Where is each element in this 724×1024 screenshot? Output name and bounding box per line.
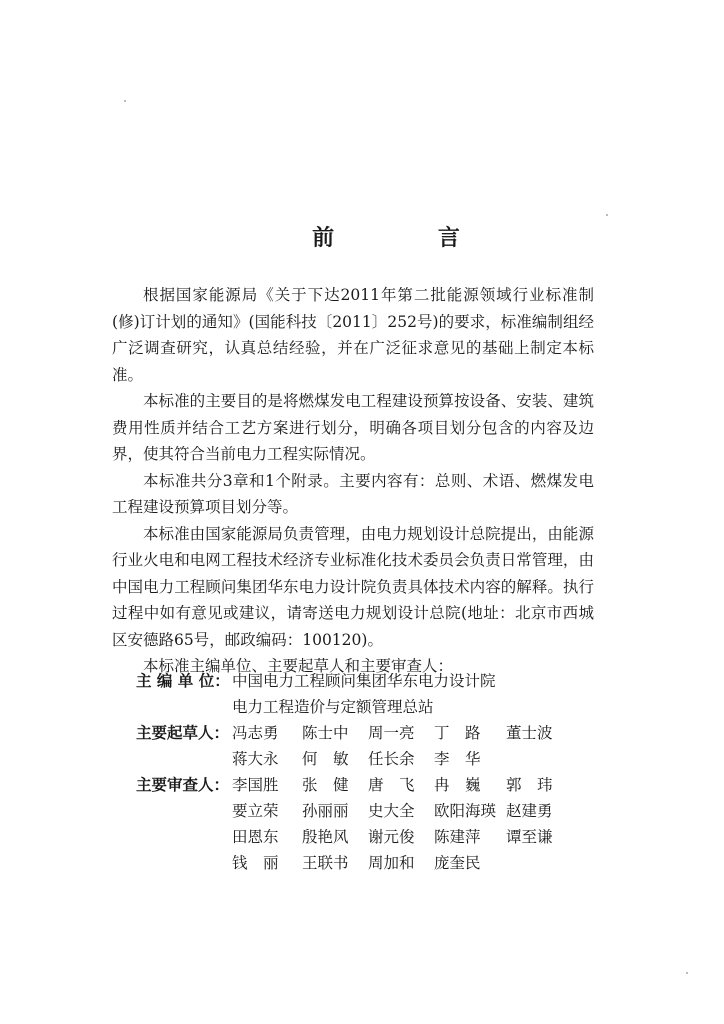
reviewer-name: 庞奎民 — [434, 854, 481, 872]
paragraph-3: 本标准共分3章和1个附录。主要内容有：总则、术语、燃煤发电工程建设预算项目划分等。 — [112, 471, 594, 516]
scan-speck — [606, 214, 608, 216]
reviewer-name: 张 健 — [302, 776, 349, 794]
drafter-name: 冯志勇 — [232, 724, 279, 742]
reviewers-block — [136, 772, 586, 876]
drafter-name: 李 华 — [434, 750, 481, 768]
drafters-block — [136, 720, 586, 772]
page-title: 前 言 — [312, 225, 508, 251]
paragraph-1: 根据国家能源局《关于下达2011年第二批能源领域行业标准制(修)订计划的通知》(国能科技〔2011〕252号)的要求，标准编制组经广泛调查研究，认真总结经验，并在广泛征求意见的基础上制定本标准。 — [112, 286, 594, 384]
reviewer-name: 赵建勇 — [506, 802, 553, 820]
reviewer-name: 田恩东 — [232, 828, 279, 846]
drafters-label: 主要起草人： — [136, 724, 230, 742]
foreword-body — [112, 282, 594, 680]
chief-unit-label: 主 编 单 位： — [136, 672, 230, 690]
drafter-name: 丁 路 — [434, 724, 481, 742]
paragraph-5: 本标准主编单位、主要起草人和主要审查人： — [143, 657, 454, 675]
reviewer-name: 孙丽丽 — [302, 802, 349, 820]
reviewer-name: 唐 飞 — [368, 776, 415, 794]
reviewer-name: 冉 巍 — [434, 776, 481, 794]
reviewer-name: 陈建萍 — [434, 828, 481, 846]
scan-speck — [686, 972, 688, 974]
reviewer-name: 王联书 — [302, 854, 349, 872]
reviewers-label: 主要审查人： — [136, 776, 230, 794]
drafter-name: 周一亮 — [368, 724, 415, 742]
paragraph-2: 本标准的主要目的是将燃煤发电工程建设预算按设备、安装、建筑费用性质并结合工艺方案进行划分，明确各项目划分包含的内容及边界，使其符合当前电力工程实际情况。 — [112, 392, 594, 463]
reviewer-name: 欧阳海瑛 — [434, 802, 497, 820]
chief-unit-line-2: 电力工程造价与定额管理总站 — [232, 698, 434, 716]
chief-unit-line-1: 中国电力工程顾问集团华东电力设计院 — [232, 672, 496, 690]
drafter-name: 蒋大永 — [232, 750, 279, 768]
reviewer-name: 李国胜 — [232, 776, 279, 794]
drafter-name: 陈士中 — [302, 724, 349, 742]
reviewer-name: 谢元俊 — [368, 828, 415, 846]
drafter-name: 任长余 — [368, 750, 415, 768]
drafter-name: 何 敏 — [302, 750, 349, 768]
reviewer-name: 钱 丽 — [232, 854, 279, 872]
scan-speck — [124, 100, 126, 102]
reviewer-name: 谭至谦 — [506, 828, 553, 846]
drafter-name: 董士波 — [506, 724, 553, 742]
reviewer-name: 史大全 — [368, 802, 415, 820]
reviewer-name: 殷艳风 — [302, 828, 349, 846]
reviewer-name: 周加和 — [368, 854, 415, 872]
reviewer-name: 郭 玮 — [506, 776, 553, 794]
reviewer-name: 要立荣 — [232, 802, 279, 820]
paragraph-4: 本标准由国家能源局负责管理，由电力规划设计总院提出，由能源行业火电和电网工程技术经济专业标准化技术委员会负责日常管理，由中国电力工程顾问集团华东电力设计院负责具体技术内容的解释。执行过程中如有意见或建议，请寄送电力规划设计总院(地址：北京市西城区安德路65号，邮政编码：100120)。 — [112, 524, 594, 649]
chief-unit-block — [136, 668, 496, 720]
